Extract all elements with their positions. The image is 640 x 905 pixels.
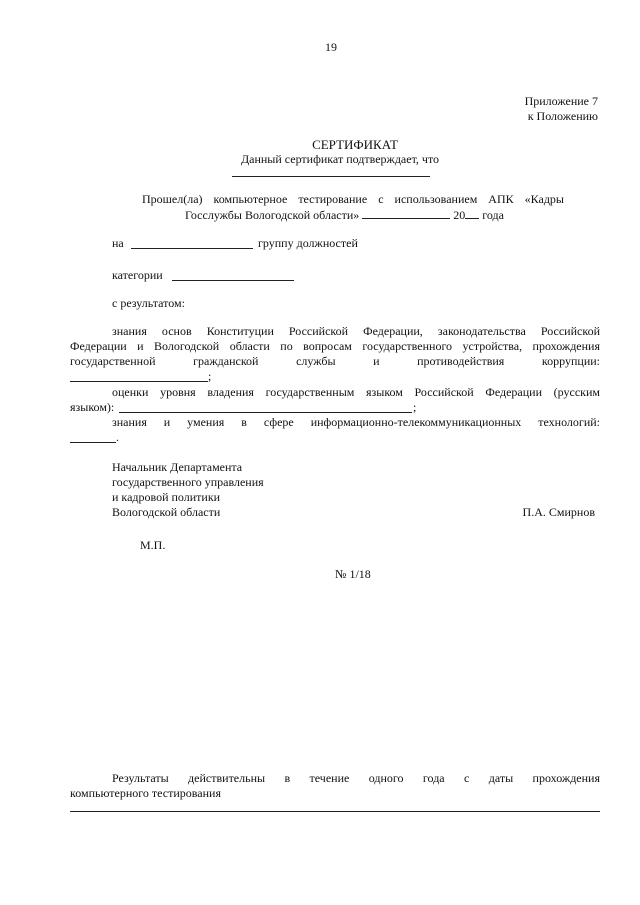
bottom-rule — [70, 811, 600, 812]
certificate-number: № 1/18 — [335, 567, 371, 581]
knowledge-line-3: государственной гражданской службы и противодействия коррупции: — [70, 354, 600, 368]
position-line — [131, 248, 253, 249]
passed-testing-line-1: Прошел(ла) компьютерное тестирование с использованием АПК «Кадры — [142, 192, 564, 206]
knowledge-result-line — [70, 381, 208, 382]
signatory-name: П.А. Смирнов — [522, 505, 595, 519]
language-label: языком): — [70, 400, 115, 414]
validity-line-1: Результаты действительны в течение одного года с даты прохождения — [112, 771, 600, 785]
appendix-line-1: Приложение 7 — [524, 94, 598, 108]
page-number: 19 — [325, 40, 337, 54]
signatory-line-3: и кадровой политики — [112, 490, 221, 504]
knowledge-end: ; — [208, 369, 212, 383]
signatory-line-2: государственного управления — [112, 475, 264, 489]
signatory-line-4: Вологодской области — [112, 505, 221, 519]
year-blank — [465, 207, 479, 219]
category-line — [172, 280, 294, 281]
knowledge-line-1: знания основ Конституции Российской Федерации, законодательства Российской — [112, 324, 600, 338]
ict-line-1: знания и умения в сфере информационно-телекоммуникационных технологий: — [112, 415, 600, 429]
year-prefix: 20 — [453, 208, 466, 222]
language-line-1: оценки уровня владения государственным языком Российской Федерации (русским — [112, 385, 600, 399]
agency-name: Госслужбы Вологодской области» — [185, 208, 360, 222]
recipient-name-line — [232, 176, 430, 177]
test-date-line — [362, 207, 450, 219]
document-title: СЕРТИФИКАТ — [312, 137, 398, 152]
language-end: ; — [413, 400, 417, 414]
appendix-line-2: к Положению — [527, 109, 598, 123]
year-suffix: года — [482, 208, 504, 222]
ict-end: . — [116, 430, 119, 444]
position-suffix: группу должностей — [258, 236, 358, 250]
position-prefix: на — [112, 236, 124, 250]
signatory-line-1: Начальник Департамента — [112, 460, 243, 474]
validity-line-2: компьютерного тестирования — [70, 786, 221, 800]
language-result-line — [119, 412, 412, 413]
stamp-place: М.П. — [140, 538, 166, 552]
category-label: категории — [112, 268, 163, 282]
result-label: с результатом: — [112, 296, 185, 310]
ict-result-line — [70, 442, 116, 443]
knowledge-line-2: Федерации и Вологодской области по вопросам государственного устройства, прохождения — [70, 339, 600, 353]
passed-testing-line-2 — [185, 207, 504, 223]
document-subtitle: Данный сертификат подтверждает, что — [240, 152, 440, 166]
